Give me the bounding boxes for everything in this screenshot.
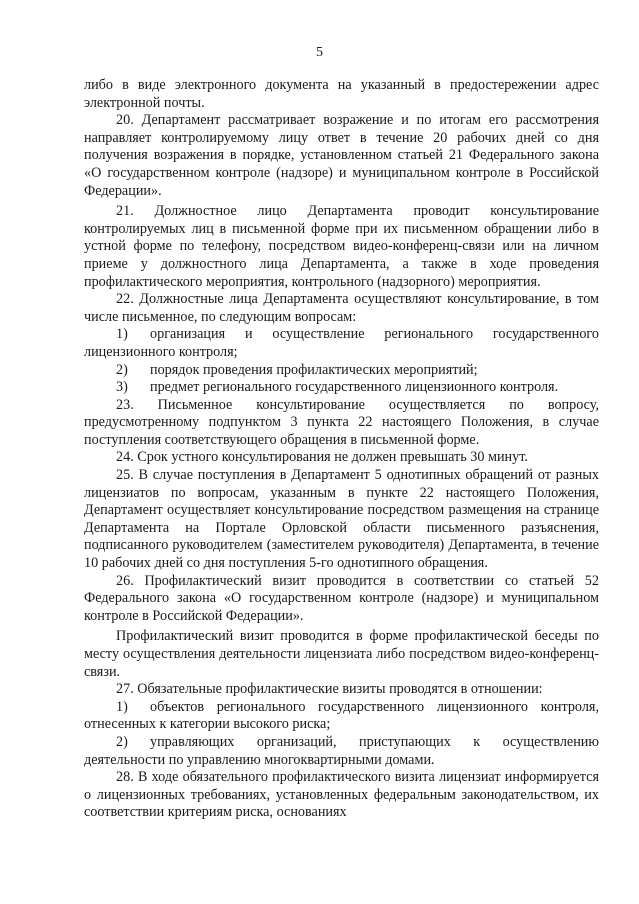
paragraph-28: 28. В ходе обязательного профилактического визита лицензиат информируется о лицензионных требованиях, установленных федеральным законодательством, их соответствии критериям риска, основаниях (84, 769, 599, 821)
paragraph-26: 26. Профилактический визит проводится в соответствии со статьей 52 Федерального закона «О государственном контроле (надзоре) и муниципальном контроле в Российской Федерации». (84, 572, 599, 624)
document-body (84, 77, 599, 822)
paragraph-25: 25. В случае поступления в Департамент 5 однотипных обращений от разных лицензиатов по вопросам, указанным в пункте 22 настоящего Положения, Департамент осуществляет консультирование посредством размещения на странице Департамента на Портале Орловской области письменного разъяснения, подписанного руководителем (заместителем руководителя) Департамента, в течение 10 рабочих дней со дня поступления 5-го однотипного обращения. (84, 467, 599, 572)
list-item-number: 3) (116, 379, 128, 396)
list-item-text: управляющих организаций, приступающих к осуществлению деятельности по управлению многоквартирными домами. (84, 733, 599, 768)
list-item-number: 1) (116, 698, 128, 715)
list-item (84, 326, 599, 361)
paragraph-19-continuation: либо в виде электронного документа на указанный в предостережении адрес электронной почты. (84, 77, 599, 111)
list-item (84, 734, 599, 769)
paragraph-21: 21. Должностное лицо Департамента проводит консультирование контролируемых лиц в письменной форме при их письменном обращении либо в устной форме по телефону, посредством видео-конференц-связи или на личном приеме у должностного лица Департамента, а также в ходе проведения профилактического мероприятия, контрольного (надзорного) мероприятия. (84, 203, 599, 290)
paragraph-22: 22. Должностные лица Департамента осуществляют консультирование, в том числе письменное, по следующим вопросам: (84, 291, 599, 325)
paragraph-24: 24. Срок устного консультирования не должен превышать 30 минут. (116, 449, 528, 466)
list-item-text: порядок проведения профилактических мероприятий; (150, 361, 478, 378)
paragraph-27: 27. Обязательные профилактические визиты проводятся в отношении: (116, 681, 543, 698)
list-item-text: предмет регионального государственного лицензионного контроля. (150, 379, 559, 396)
paragraph-23: 23. Письменное консультирование осуществляется по вопросу, предусмотренному подпунктом 3 пункта 22 настоящего Положения, в случае поступления соответствующего обращения в письменной форме. (84, 396, 599, 448)
paragraph-20: 20. Департамент рассматривает возражение и по итогам его рассмотрения направляет контролируемому лицу ответ в течение 20 рабочих дней со дня получения возражения в порядке, установленном статьей 21 Федерального закона «О государственном контроле (надзоре) и муниципальном контроле в Российской Федерации». (84, 112, 599, 199)
page-number: 5 (316, 45, 323, 60)
paragraph-26-continuation: Профилактический визит проводится в форме профилактической беседы по месту осуществления деятельности лицензиата либо посредством видео-конференц-связи. (84, 628, 599, 680)
list-item-text: организация и осуществление регионального государственного лицензионного контроля; (84, 326, 599, 360)
list-item (84, 379, 599, 397)
list-item-number: 1) (116, 326, 128, 343)
list-item-text: объектов регионального государственного лицензионного контроля, отнесенных к категории высокого риска; (84, 698, 599, 733)
list-item (84, 699, 599, 734)
list-item-number: 2) (116, 733, 128, 750)
list-item (84, 362, 599, 380)
list-item-number: 2) (116, 361, 128, 378)
